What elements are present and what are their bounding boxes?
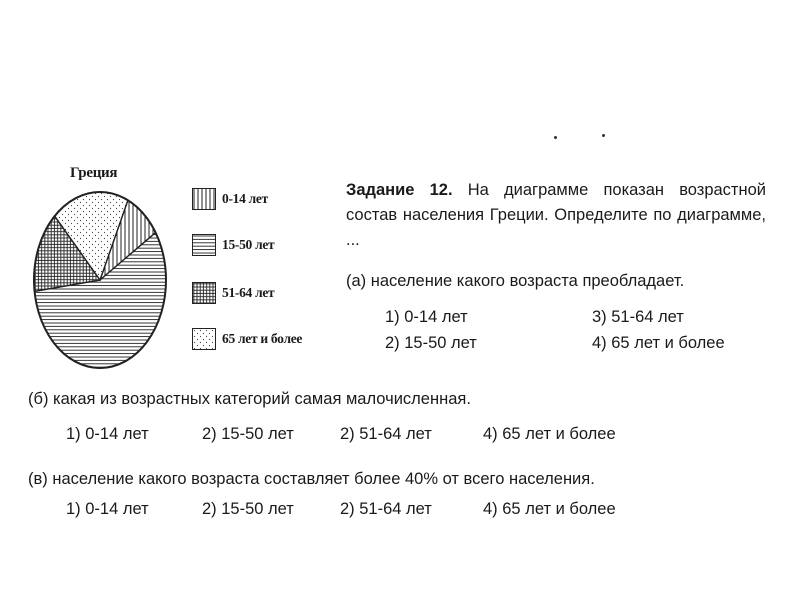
scan-speck (554, 136, 557, 139)
task-intro-text: На диаграмме показан возрастной состав населения Греции. Определите по диаграмме, ... (346, 181, 766, 249)
option-a1: 1) 0-14 лет (385, 308, 468, 326)
question-c: (в) население какого возраста составляет более 40% от всего населения. (28, 470, 595, 488)
legend-item-65-plus (192, 326, 302, 352)
legend-label: 65 лет и более (222, 331, 303, 346)
legend-label: 0-14 лет (222, 191, 268, 206)
option-b2: 2) 15-50 лет (202, 425, 294, 443)
option-c3: 2) 51-64 лет (340, 500, 432, 518)
pie-chart (28, 186, 178, 376)
task-intro (346, 178, 766, 253)
scan-speck (602, 134, 605, 137)
option-a3: 3) 51-64 лет (592, 308, 684, 326)
chart-title: Греция (70, 165, 118, 181)
option-b1: 1) 0-14 лет (66, 425, 149, 443)
option-c2: 2) 15-50 лет (202, 500, 294, 518)
legend-swatch-vertical-lines (192, 188, 216, 210)
option-b3: 2) 51-64 лет (340, 425, 432, 443)
option-a4: 4) 65 лет и более (592, 334, 725, 352)
legend-label: 51-64 лет (222, 285, 275, 300)
option-c1: 1) 0-14 лет (66, 500, 149, 518)
question-b: (б) какая из возрастных категорий самая малочисленная. (28, 390, 471, 408)
legend-item-15-50 (192, 232, 274, 258)
option-a2: 2) 15-50 лет (385, 334, 477, 352)
legend-swatch-dots (192, 328, 216, 350)
legend-swatch-horizontal-lines (192, 234, 216, 256)
legend-swatch-grid (192, 282, 216, 304)
option-c4: 4) 65 лет и более (483, 500, 616, 518)
legend-item-51-64 (192, 280, 274, 306)
task-number: Задание 12. (346, 181, 453, 199)
legend-item-0-14 (192, 186, 268, 212)
question-a: (а) население какого возраста преобладает. (346, 272, 685, 290)
legend-label: 15-50 лет (222, 237, 275, 252)
option-b4: 4) 65 лет и более (483, 425, 616, 443)
